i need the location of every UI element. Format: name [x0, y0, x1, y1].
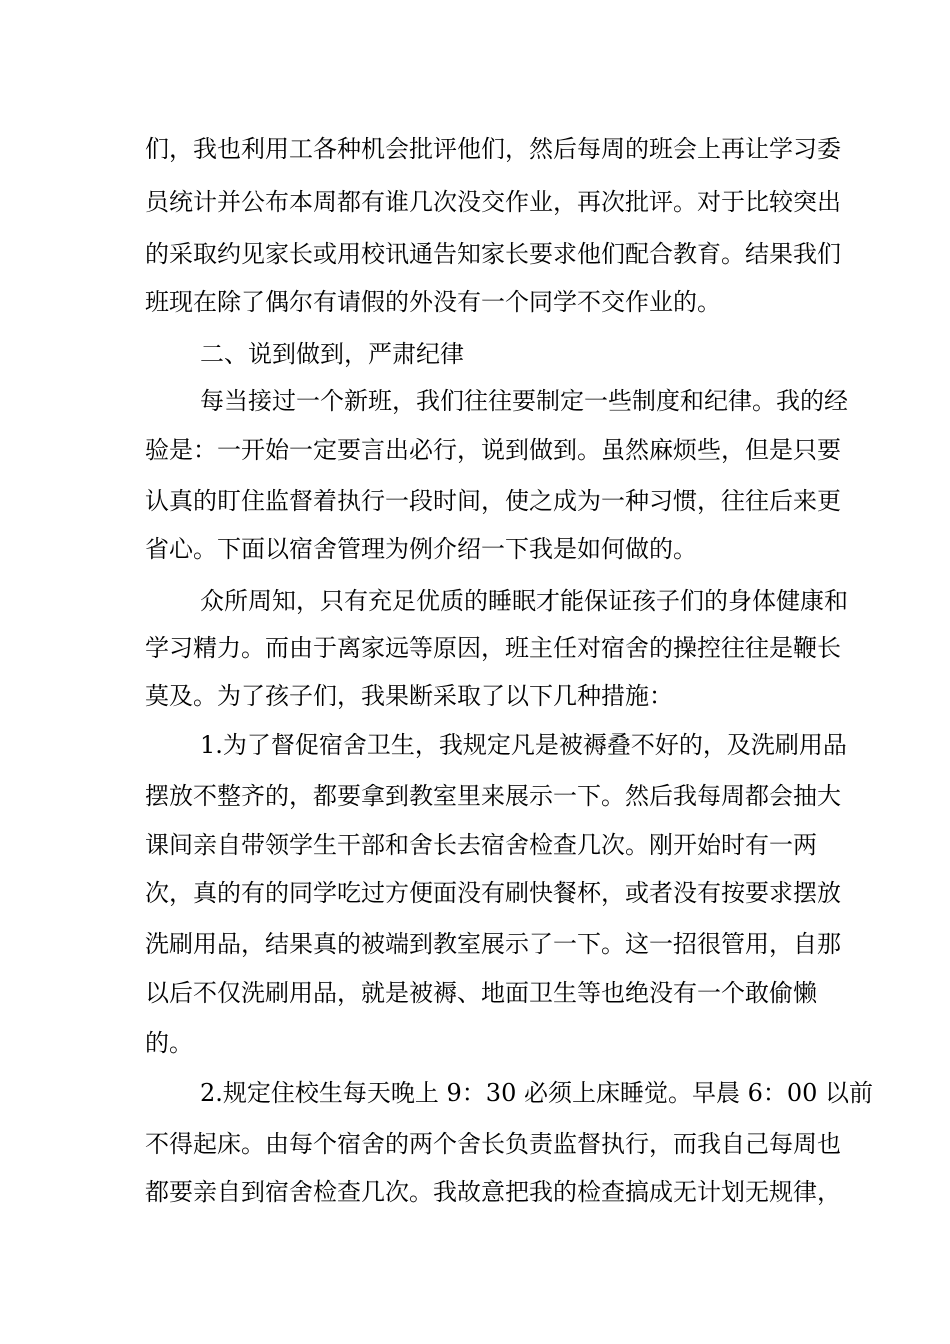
section-heading: 二、说到做到，严肃纪律 [200, 340, 464, 368]
list-item-line: 以后不仅洗刷用品，就是被褥、地面卫生等也绝没有一个敢偷懒 [145, 979, 817, 1007]
paragraph-line: 班现在除了偶尔有请假的外没有一个同学不交作业的。 [145, 288, 721, 316]
list-item-line: 摆放不整齐的，都要拿到教室里来展示一下。然后我每周都会抽大 [145, 782, 841, 810]
paragraph-line: 省心。下面以宿舍管理为例介绍一下我是如何做的。 [145, 535, 697, 563]
paragraph-line: 学习精力。而由于离家远等原因，班主任对宿舍的操控往往是鞭长 [145, 634, 841, 662]
list-item-line: 2.规定住校生每天晚上 9：30 必须上床睡觉。早晨 6：00 以前 [200, 1079, 874, 1107]
paragraph-line: 每当接过一个新班，我们往往要制定一些制度和纪律。我的经 [200, 387, 848, 415]
list-item-line: 都要亲自到宿舍检查几次。我故意把我的检查搞成无计划无规律， [145, 1178, 841, 1206]
paragraph-line: 的采取约见家长或用校讯通告知家长要求他们配合教育。结果我们 [145, 240, 841, 268]
list-item-line: 的。 [145, 1029, 193, 1057]
paragraph-line: 员统计并公布本周都有谁几次没交作业，再次批评。对于比较突出 [145, 188, 841, 216]
list-item-line: 洗刷用品，结果真的被端到教室展示了一下。这一招很管用，自那 [145, 930, 841, 958]
paragraph-line: 众所周知，只有充足优质的睡眠才能保证孩子们的身体健康和 [200, 587, 848, 615]
paragraph-line: 莫及。为了孩子们，我果断采取了以下几种措施： [145, 682, 673, 710]
list-item-line: 1.为了督促宿舍卫生，我规定凡是被褥叠不好的，及洗刷用品 [200, 731, 847, 759]
paragraph-line: 认真的盯住监督着执行一段时间，使之成为一种习惯，往往后来更 [145, 487, 841, 515]
list-item-line: 不得起床。由每个宿舍的两个舍长负责监督执行，而我自己每周也 [145, 1130, 841, 1158]
paragraph-line: 们，我也利用工各种机会批评他们，然后每周的班会上再让学习委 [145, 135, 841, 163]
paragraph-line: 验是：一开始一定要言出必行，说到做到。虽然麻烦些，但是只要 [145, 436, 841, 464]
list-item-line: 课间亲自带领学生干部和舍长去宿舍检查几次。刚开始时有一两 [145, 831, 817, 859]
list-item-line: 次，真的有的同学吃过方便面没有刷快餐杯，或者没有按要求摆放 [145, 879, 841, 907]
